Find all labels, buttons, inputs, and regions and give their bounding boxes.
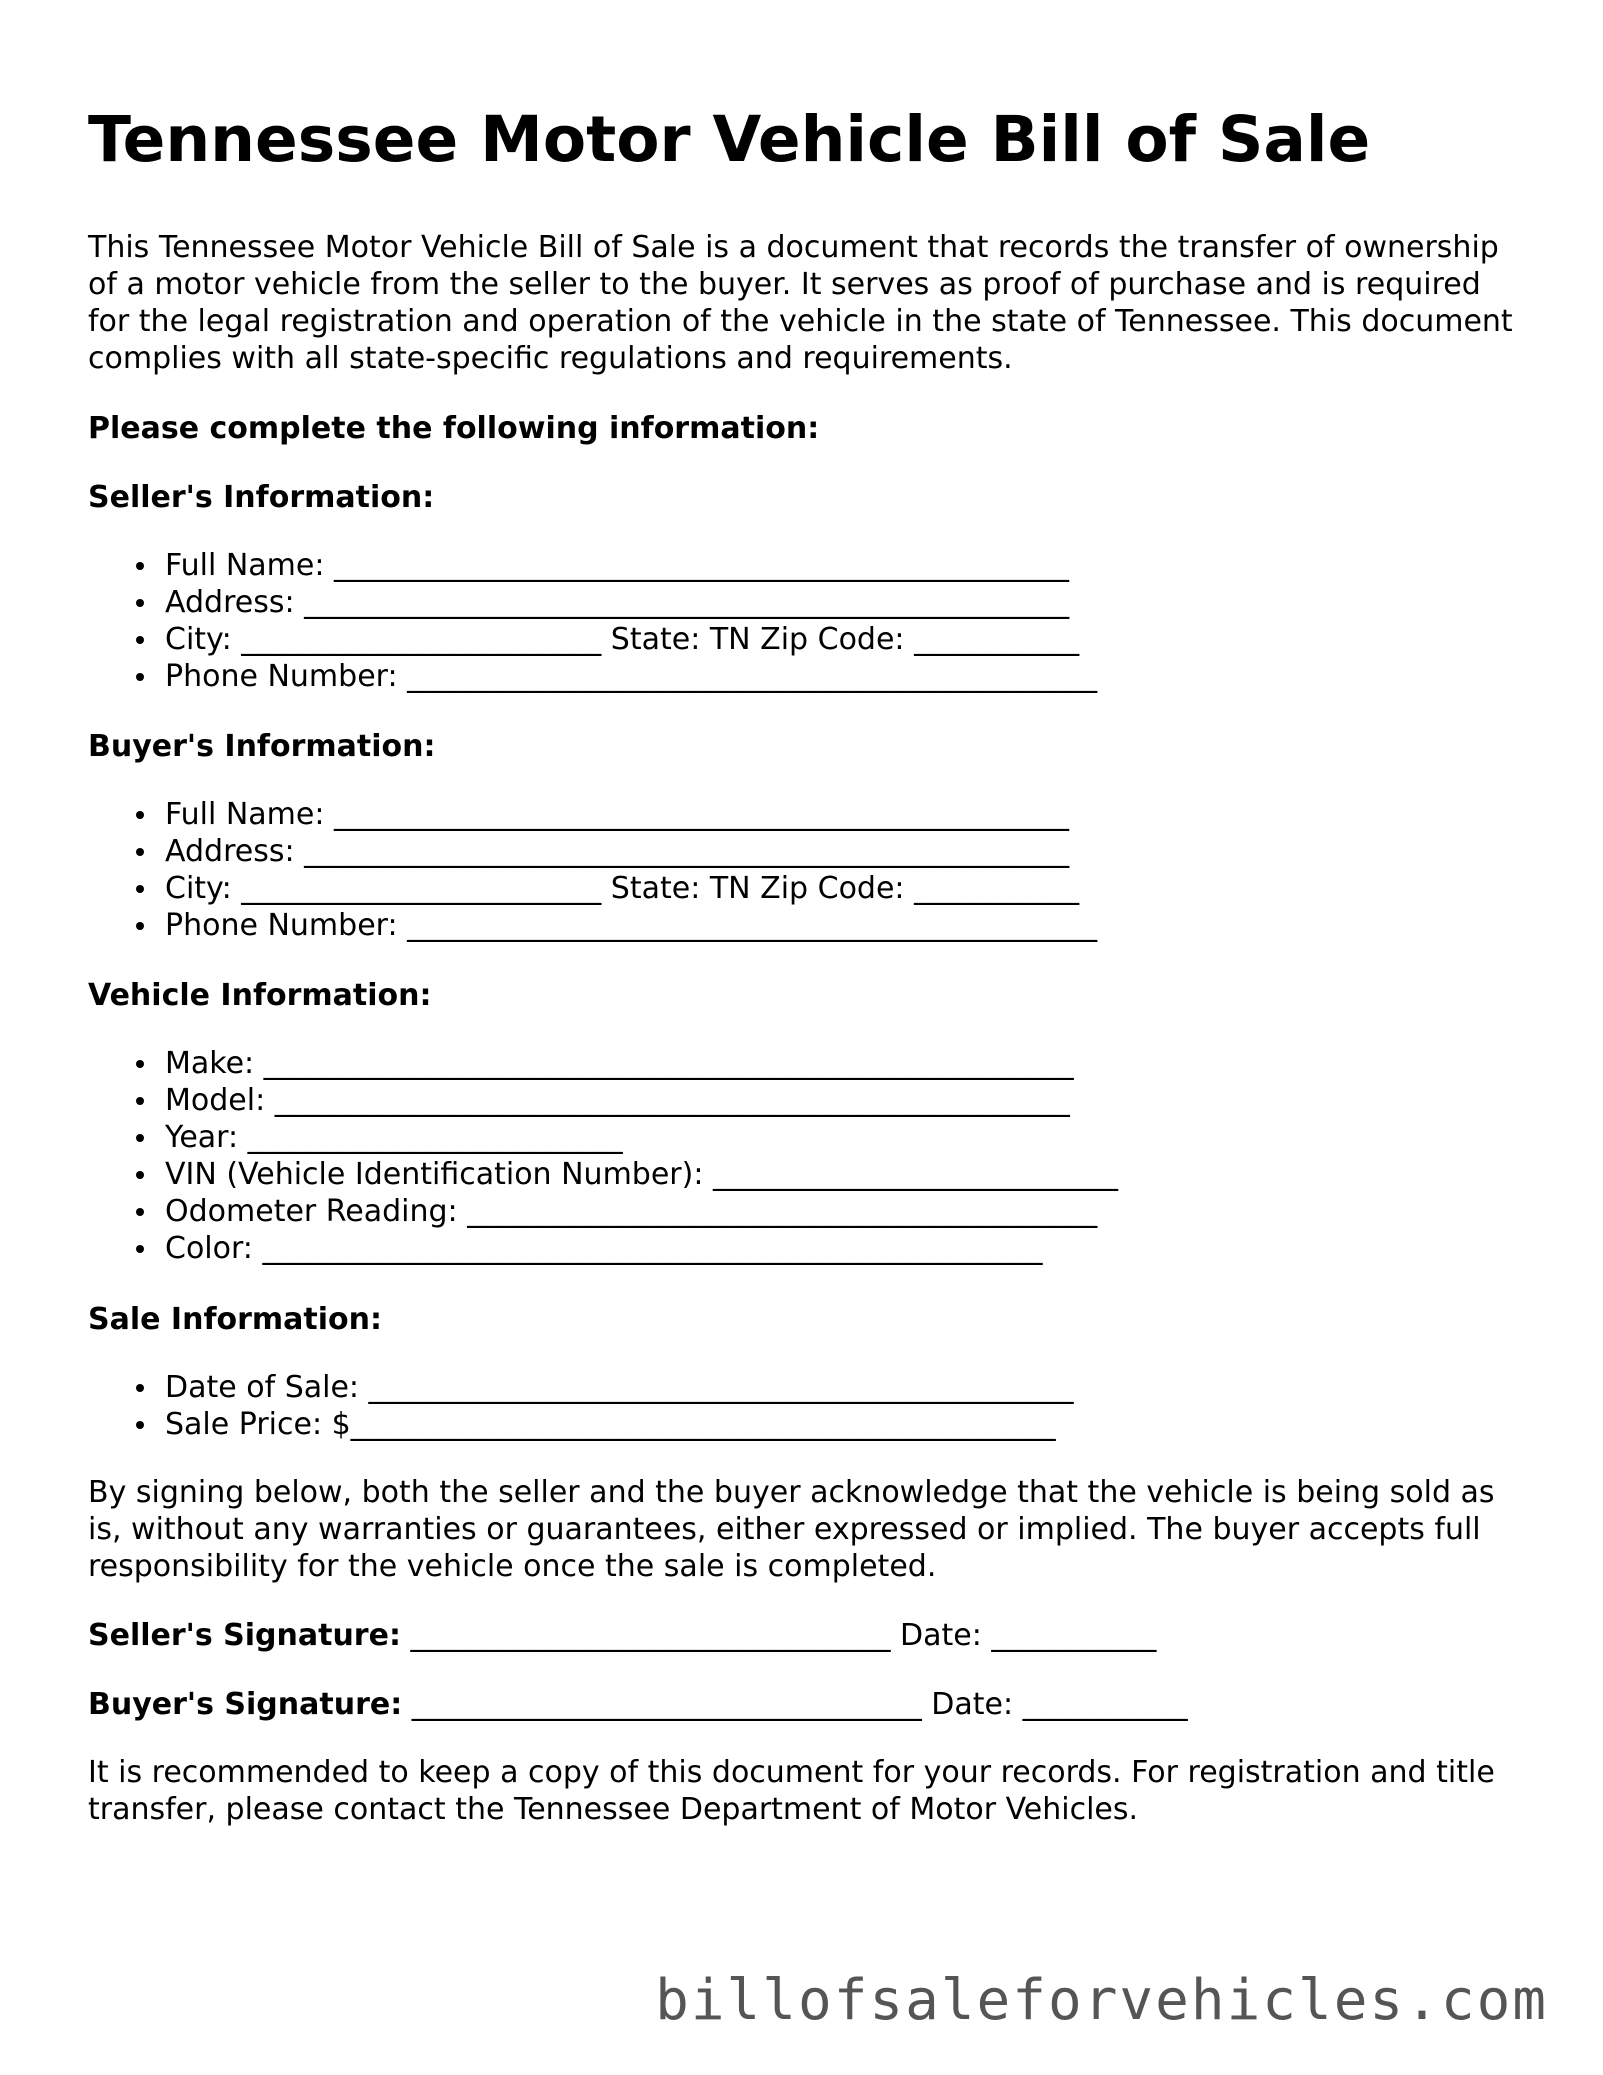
vehicle-color-field[interactable]: Color: ____________________________________________________ [88,1230,1118,1267]
vehicle-fields-list [88,1045,1118,1267]
acknowledgement-paragraph: By signing below, both the seller and the buyer acknowledge that the vehicle is being sold as is, without any warranties or guarantees, either expressed or implied. The buyer accepts full responsibility for the vehicle once the sale is completed. [88,1475,1495,1584]
buyer-section-heading: Buyer's Information: [88,729,436,764]
seller-address-field[interactable]: Address: ___________________________________________________ [88,584,1097,621]
sale-fields-list [88,1369,1074,1443]
seller-fields-list [88,547,1097,695]
vehicle-make-field[interactable]: Make: ______________________________________________________ [88,1045,1118,1082]
document-title: Tennessee Motor Vehicle Bill of Sale [88,103,1371,176]
seller-signature-line[interactable] [88,1617,1156,1654]
closing-paragraph: It is recommended to keep a copy of this document for your records. For registration and title transfer, please contact the Tennessee Department of Motor Vehicles. [88,1755,1495,1827]
seller-full-name-field[interactable]: Full Name: _________________________________________________ [88,547,1097,584]
buyer-address-field[interactable]: Address: ___________________________________________________ [88,833,1097,870]
vehicle-section-heading: Vehicle Information: [88,978,432,1013]
instruction-heading: Please complete the following information: [88,411,820,446]
buyer-fields-list [88,796,1097,944]
buyer-full-name-field[interactable]: Full Name: _________________________________________________ [88,796,1097,833]
sale-price-field[interactable]: Sale Price: $_______________________________________________ [88,1406,1074,1443]
vehicle-model-field[interactable]: Model: _____________________________________________________ [88,1082,1118,1119]
vehicle-vin-field[interactable]: VIN (Vehicle Identification Number): ___________________________ [88,1156,1118,1193]
seller-section-heading: Seller's Information: [88,480,435,515]
seller-city-state-zip-field[interactable]: City: ________________________ State: TN Zip Code: ___________ [88,621,1097,658]
seller-phone-field[interactable]: Phone Number: ______________________________________________ [88,658,1097,695]
buyer-signature-line[interactable] [88,1686,1188,1723]
sale-section-heading: Sale Information: [88,1302,382,1337]
seller-signature-blank[interactable]: ________________________________ Date: ___________ [400,1618,1157,1653]
buyer-city-state-zip-field[interactable]: City: ________________________ State: TN Zip Code: ___________ [88,870,1097,907]
buyer-signature-label: Buyer's Signature: [88,1687,403,1722]
vehicle-year-field[interactable]: Year: _________________________ [88,1119,1118,1156]
buyer-phone-field[interactable]: Phone Number: ______________________________________________ [88,907,1097,944]
seller-signature-label: Seller's Signature: [88,1618,401,1653]
vehicle-odometer-field[interactable]: Odometer Reading: __________________________________________ [88,1193,1118,1230]
site-watermark: billofsaleforvehicles.com [655,1968,1548,2033]
buyer-signature-blank[interactable]: __________________________________ Date: ___________ [402,1687,1188,1722]
sale-date-field[interactable]: Date of Sale: _______________________________________________ [88,1369,1074,1406]
intro-paragraph: This Tennessee Motor Vehicle Bill of Sale is a document that records the transfer of ownership of a motor vehicle from the seller to the buyer. It serves as proof of purchase and is required for the legal registration and operation of the vehicle in the state of Tennessee. This document complies with all state-specific regulations and requirements. [88,230,1513,376]
